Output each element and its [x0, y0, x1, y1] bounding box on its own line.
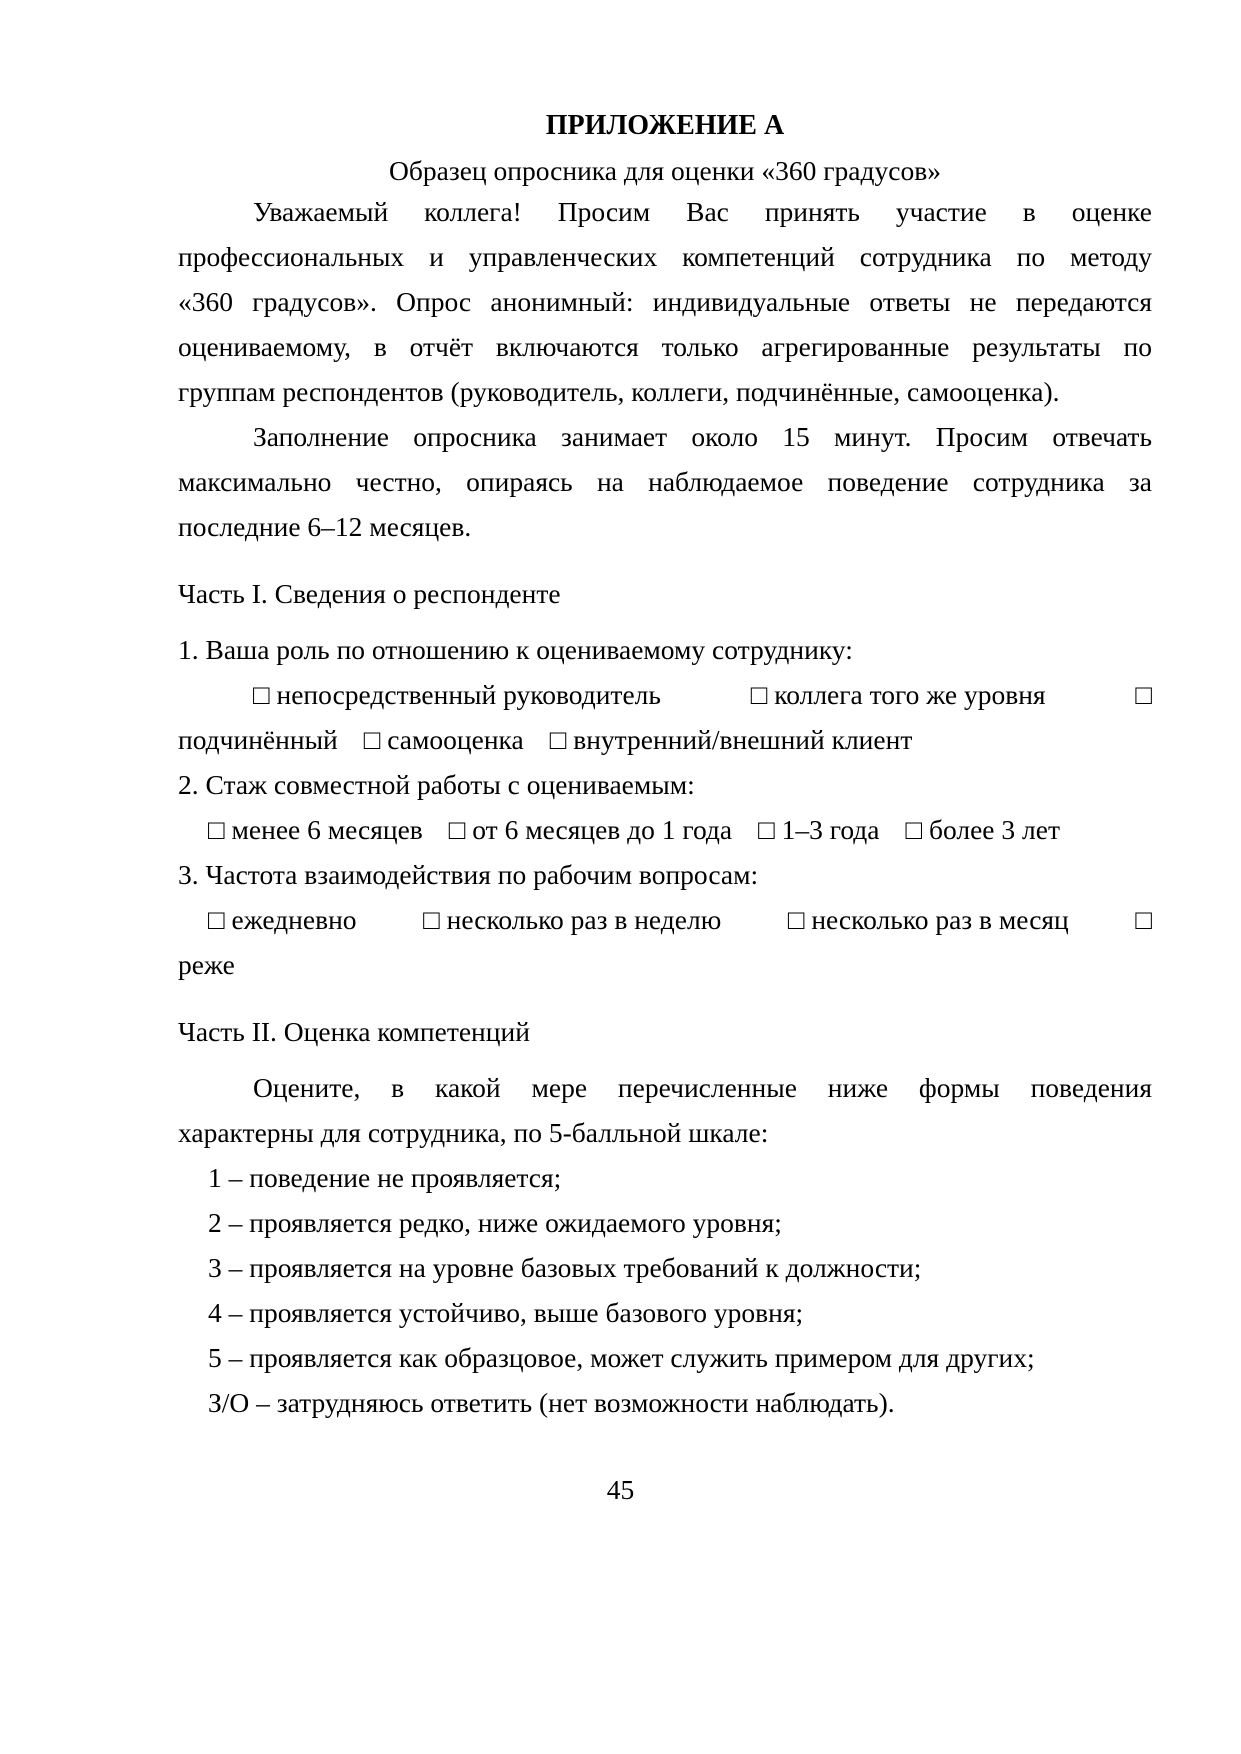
checkbox[interactable]: □ [208, 814, 225, 845]
text-line: группам респондентов (руководитель, коллеги, подчинённые, самооценка). [178, 376, 1060, 407]
question-2: 2. Стаж совместной работы с оцениваемым: [178, 769, 695, 800]
option-1-3-years[interactable] [758, 816, 879, 844]
option-label: менее 6 месяцев [231, 814, 423, 845]
text-line: Оцените, в какой мере перечисленные ниже формы поведения [253, 1072, 1152, 1103]
q1-options-row [253, 681, 1152, 709]
checkbox[interactable]: □ [253, 679, 270, 710]
checkbox[interactable]: □ [448, 814, 466, 845]
text-line: характерны для сотрудника, по 5-балльной шкале: [178, 1117, 769, 1148]
option-label: 1–3 года [781, 814, 880, 845]
scale-item: 4 – проявляется устойчиво, выше базового уровня; [208, 1297, 804, 1328]
q2-options-row [208, 816, 1060, 844]
text-line: последние 6–12 месяцев. [178, 511, 472, 542]
appendix-subtitle: Образец опросника для оценки «360 градусов» [389, 155, 941, 186]
option-direct-manager[interactable] [253, 681, 661, 709]
scale-item: 3 – проявляется на уровне базовых требований к должности; [208, 1252, 922, 1283]
text-line: Заполнение опросника занимает около 15 минут. Просим отвечать [253, 421, 1152, 452]
checkbox[interactable]: □ [1135, 904, 1152, 935]
part2-heading: Часть II. Оценка компетенций [178, 1016, 530, 1047]
option-several-per-month[interactable] [788, 906, 1069, 934]
scale-item: З/О – затрудняюсь ответить (нет возможности наблюдать). [208, 1387, 895, 1418]
option-label: ежедневно [231, 904, 357, 935]
checkbox[interactable]: □ [758, 814, 775, 845]
text-line: «360 градусов». Опрос анонимный: индивидуальные ответы не передаются [178, 286, 1152, 317]
option-rarely[interactable]: реже [178, 949, 235, 980]
option-label: от 6 месяцев до 1 года [472, 814, 733, 845]
text-line: максимально честно, опираясь на наблюдаемое поведение сотрудника за [178, 466, 1152, 497]
q3-options-row [208, 906, 1152, 934]
checkbox[interactable]: □ [750, 679, 768, 710]
checkbox[interactable]: □ [1135, 679, 1152, 710]
option-several-per-week[interactable] [423, 906, 721, 934]
option-peer[interactable] [751, 681, 1046, 709]
option-label: несколько раз в месяц [811, 904, 1069, 935]
option-label: коллега того же уровня [774, 679, 1046, 710]
q1-options-row-2 [178, 726, 912, 754]
option-label: непосредственный руководитель [276, 679, 661, 710]
option-self[interactable] [364, 726, 524, 754]
option-more-3-years[interactable] [906, 816, 1060, 844]
checkbox[interactable]: □ [208, 904, 225, 935]
checkbox[interactable]: □ [549, 724, 567, 755]
appendix-title: ПРИЛОЖЕНИЕ А [545, 110, 785, 141]
checkbox[interactable]: □ [423, 904, 440, 935]
option-label: более 3 лет [929, 814, 1060, 845]
option-less-6-months[interactable] [208, 816, 423, 844]
checkbox[interactable]: □ [905, 814, 923, 845]
scale-item: 1 – поведение не проявляется; [208, 1162, 562, 1193]
scale-item: 2 – проявляется редко, ниже ожидаемого уровня; [208, 1207, 782, 1238]
option-6-months-1-year[interactable] [449, 816, 732, 844]
checkbox[interactable]: □ [787, 904, 805, 935]
option-label: внутренний/внешний клиент [573, 724, 913, 755]
question-3: 3. Частота взаимодействия по рабочим вопросам: [178, 859, 759, 890]
question-1: 1. Ваша роль по отношению к оцениваемому сотруднику: [178, 634, 853, 665]
scale-item: 5 – проявляется как образцовое, может служить примером для других; [208, 1342, 1035, 1373]
part1-heading: Часть I. Сведения о респонденте [178, 578, 561, 609]
option-label: самооценка [387, 724, 524, 755]
page-number: 45 [606, 1474, 635, 1505]
option-label: несколько раз в неделю [446, 904, 722, 935]
option-subordinate[interactable]: подчинённый [178, 724, 338, 755]
option-client[interactable] [550, 726, 913, 754]
checkbox[interactable]: □ [363, 724, 381, 755]
option-daily[interactable] [208, 906, 357, 934]
text-line: профессиональных и управленческих компетенций сотрудника по методу [178, 241, 1152, 272]
text-line: оцениваемому, в отчёт включаются только агрегированные результаты по [178, 331, 1152, 362]
text-line: Уважаемый коллега! Просим Вас принять участие в оценке [253, 196, 1152, 227]
